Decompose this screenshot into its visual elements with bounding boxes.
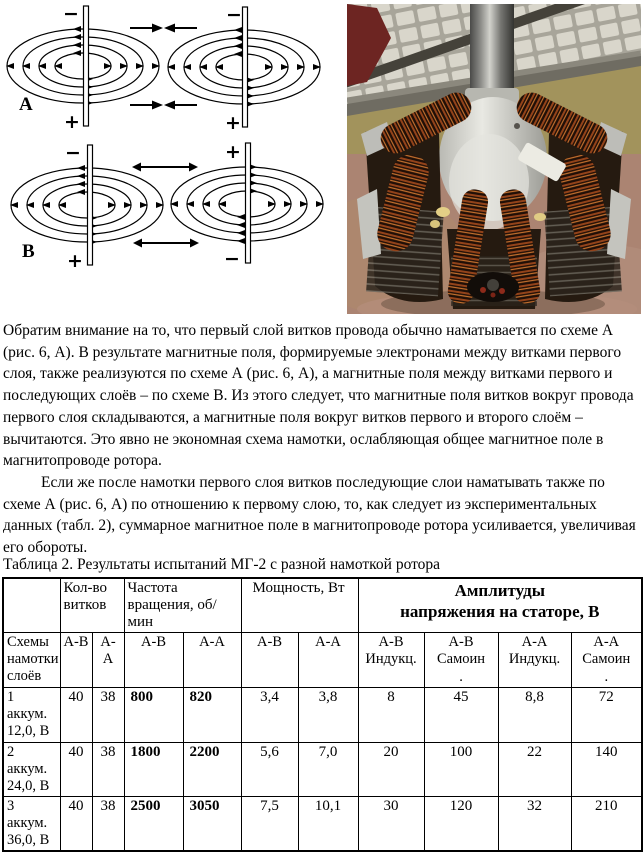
row-label-l2: 24,0, В (7, 777, 50, 794)
amp-subcol-l3: . (604, 668, 609, 685)
results-table (2, 577, 643, 852)
amp-subcol-l3: . (459, 668, 463, 685)
table-cell: 2200 (183, 742, 241, 796)
table-cell: 2500 (124, 796, 183, 851)
amp-subcol-l2: Самоин (582, 651, 631, 668)
row-label (3, 742, 60, 796)
table-cell: 38 (92, 796, 124, 851)
table-cell: 7,0 (298, 742, 358, 796)
amp-subcol-header (498, 633, 571, 688)
table-cell: 8,8 (498, 688, 571, 742)
header-group-chastota: Частота вращения, об/мин (124, 578, 241, 633)
table-cell: 120 (424, 796, 498, 851)
table-cell: 72 (571, 688, 642, 742)
table-cell: 40 (60, 742, 92, 796)
amp-subcol-l1: А-А (521, 634, 548, 650)
subcol-header: А-В (124, 633, 183, 688)
amplitudy-line1: Амплитуды (454, 581, 545, 600)
table-cell: 210 (571, 796, 642, 851)
polarity-sign: + (64, 111, 80, 133)
table-cell: 800 (124, 688, 183, 742)
amp-subcol-l2: Индукц. (508, 651, 561, 668)
table-cell: 100 (424, 742, 498, 796)
amp-subcol-l1: А-А (593, 634, 620, 650)
amp-subcol-l2: Индукц. (365, 651, 417, 668)
scheme-b-label: В (22, 241, 35, 262)
subcol-header: А-В (241, 633, 298, 688)
header-group-moshchnost: Мощность, Вт (241, 578, 358, 633)
amp-subcol-header (424, 633, 498, 688)
table-cell: 8 (358, 688, 424, 742)
table-cell: 5,6 (241, 742, 298, 796)
amp-subcol-header (571, 633, 642, 688)
table-cell: 38 (92, 688, 124, 742)
row-label-l2: 36,0, В (7, 832, 50, 849)
table-cell: 20 (358, 742, 424, 796)
table-row (3, 796, 642, 851)
polarity-sign: − (226, 4, 242, 26)
scheme-b (10, 141, 324, 272)
table-cell: 1800 (124, 742, 183, 796)
amp-subcol-l1: А-В (448, 634, 474, 650)
polarity-sign: + (225, 141, 241, 163)
scheme-a-label: А (19, 94, 33, 115)
table-cell: 820 (183, 688, 241, 742)
polarity-sign: + (67, 250, 83, 272)
header-group-amplitudy (358, 578, 642, 633)
subcol-header: А-А (183, 633, 241, 688)
table-cell: 3050 (183, 796, 241, 851)
subcol-header: А-А (298, 633, 358, 688)
polarity-sign: + (225, 112, 241, 134)
row-label-l1: 2 аккум. (7, 743, 48, 777)
row-label-l1: 3 аккум. (7, 797, 48, 831)
table-cell: 22 (498, 742, 571, 796)
table-cell: 3,4 (241, 688, 298, 742)
table-row (3, 742, 642, 796)
table-cell-empty (3, 578, 60, 633)
polarity-sign: − (63, 3, 79, 25)
row-label-l2: 12,0, В (7, 723, 50, 740)
table-cell: 7,5 (241, 796, 298, 851)
table-row (3, 688, 642, 742)
wire-bar-left (84, 6, 89, 126)
row-label-l1: 1 аккум. (7, 689, 48, 723)
table-cell: 30 (358, 796, 424, 851)
magnetic-field-diagram (0, 0, 345, 312)
row-header-schemes: Схемы намотки слоёв (3, 633, 60, 688)
amplitudy-line2: напряжения на статоре, В (400, 602, 600, 622)
row-label (3, 688, 60, 742)
polarity-sign: − (65, 142, 81, 164)
paragraph-2: Если же после намотки первого слоя витков последующие слои наматывать также по схеме А (рис. 6, А) по отношению к первому слою, то, как следует из экспериментальных данных (табл. 2), суммарное магнитное поле в магнитопроводе ротора усиливается, увеличивая его обороты. (3, 473, 636, 557)
wire-bar-right (243, 7, 248, 127)
body-text (3, 320, 640, 559)
rotor-base-opening (467, 272, 519, 302)
amp-subcol-l2: Самоин (436, 651, 486, 668)
table-cell: 32 (498, 796, 571, 851)
wire-bar-left (88, 145, 93, 265)
table-cell: 10,1 (298, 796, 358, 851)
table-caption: Таблица 2. Результаты испытаний МГ-2 с разной намоткой ротора (3, 556, 441, 573)
rotor-photo (347, 4, 641, 314)
subcol-header: А-А (92, 633, 124, 688)
table-cell: 140 (571, 742, 642, 796)
polarity-sign: − (224, 248, 240, 270)
row-label (3, 796, 60, 851)
wire-bar-right (246, 143, 251, 263)
subcol-header: А-В (60, 633, 92, 688)
table-cell: 40 (60, 688, 92, 742)
table-cell: 3,8 (298, 688, 358, 742)
scheme-a (6, 3, 321, 134)
header-row-subcols (3, 633, 642, 688)
table-cell: 45 (424, 688, 498, 742)
table-cell: 38 (92, 742, 124, 796)
table-cell: 40 (60, 796, 92, 851)
header-group-vitki: Кол-во витков (60, 578, 124, 633)
amp-subcol-l1: А-В (378, 634, 404, 650)
header-row-groups (3, 578, 642, 633)
amp-subcol-header (358, 633, 424, 688)
paragraph-1: Обратим внимание на то, что первый слой витков провода обычно наматывается по схеме А (рис. 6, А). В результате магнитные поля, формируемые электронами между витками первого слоя, также реализуются по схеме А (рис. 6, А), а магнитные поля между витками первого и последующих слоёв – по схеме В. Из этого следует, что магнитные поля витков вокруг провода первого слоя складываются, а магнитные поля вокруг витков первого и второго слоём – вычитаются. Это явно не экономная схема намотки, ослабляющая общее магнитное поле в магнитопроводе ротора. (3, 322, 634, 470)
